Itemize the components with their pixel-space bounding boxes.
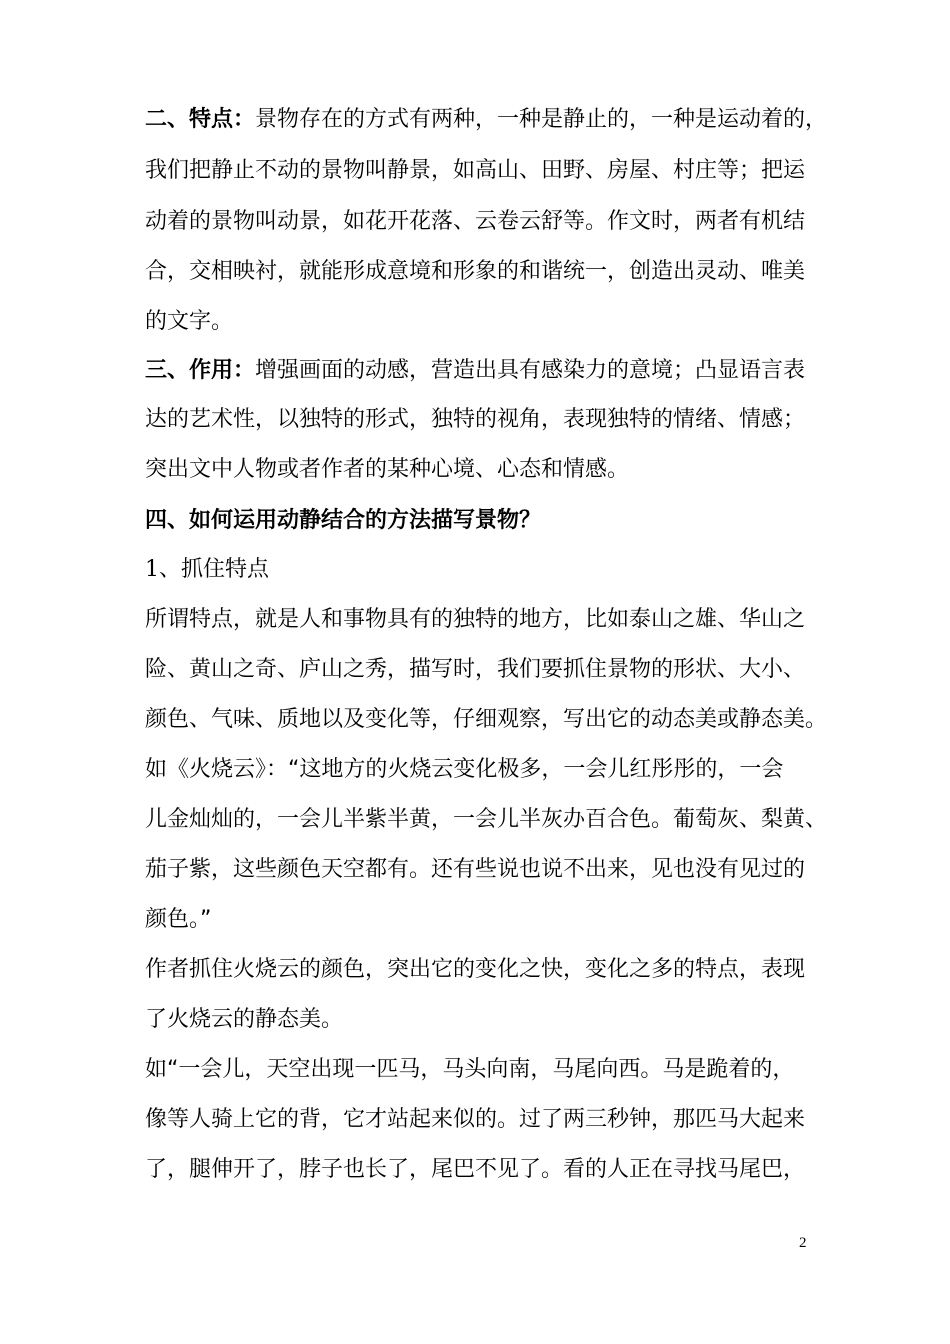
quote1-prefix: 如《火烧云》：	[145, 757, 289, 782]
quote2-text: “一会儿，天空出现一匹马，马头向南，马尾向西。马是跪着的，	[167, 1057, 795, 1082]
section2-line-1	[145, 104, 827, 135]
section3-line-2: 达的艺术性，以独特的形式，独特的视角，表现独特的情绪、情感；	[145, 407, 806, 432]
quote1-line-4: 颜色。”	[145, 907, 212, 932]
para1-line-1: 所谓特点，就是人和事物具有的独特的地方，比如泰山之雄、华山之	[145, 607, 806, 632]
section3-text: 增强画面的动感，营造出具有感染力的意境；凸显语言表	[255, 358, 806, 383]
section2-line-2: 我们把静止不动的景物叫静景，如高山、田野、房屋、村庄等；把运	[145, 158, 806, 183]
section4-heading: 四、如何运用动静结合的方法描写景物？	[145, 507, 542, 533]
section2-line-4: 合，交相映衬，就能形成意境和形象的和谐统一，创造出灵动、唯美	[145, 259, 806, 284]
quote1-text: “这地方的火烧云变化极多，一会儿红彤彤的，一会	[288, 757, 784, 782]
section2-line-5: 的文字。	[145, 309, 234, 334]
quote1-line-2: 儿金灿灿的，一会儿半紫半黄，一会儿半灰办百合色。葡萄灰、梨黄、	[145, 807, 828, 832]
section3-heading: 三、作用：	[145, 357, 256, 383]
para1-line-3: 颜色、气味、质地以及变化等，仔细观察，写出它的动态美或静态美。	[145, 707, 828, 732]
quote2-line-1	[145, 1055, 794, 1085]
section2-line-3: 动着的景物叫动景，如花开花落、云卷云舒等。作文时，两者有机结	[145, 209, 806, 234]
section3-line-1	[145, 355, 805, 386]
section4-subheading: 1、抓住特点	[145, 557, 269, 582]
quote1-line-1	[145, 755, 783, 785]
section2-text: 景物存在的方式有两种，一种是静止的，一种是运动着的，	[255, 107, 828, 132]
section2-heading: 二、特点：	[145, 106, 256, 132]
para2-line-2: 了火烧云的静态美。	[145, 1007, 344, 1032]
section3-line-3: 突出文中人物或者作者的某种心境、心态和情感。	[145, 457, 630, 482]
para2-line-1: 作者抓住火烧云的颜色，突出它的变化之快，变化之多的特点，表现	[145, 957, 806, 982]
quote1-line-3: 茄子紫，这些颜色天空都有。还有些说也说不出来，见也没有见过的	[145, 857, 806, 882]
quote2-line-3: 了，腿伸开了，脖子也长了，尾巴不见了。看的人正在寻找马尾巴，	[145, 1157, 806, 1182]
quote2-line-2: 像等人骑上它的背，它才站起来似的。过了两三秒钟，那匹马大起来	[145, 1107, 806, 1132]
page-number: 2	[799, 1235, 807, 1251]
para1-line-2: 险、黄山之奇、庐山之秀，描写时，我们要抓住景物的形状、大小、	[145, 657, 806, 682]
quote2-prefix: 如	[145, 1057, 168, 1082]
